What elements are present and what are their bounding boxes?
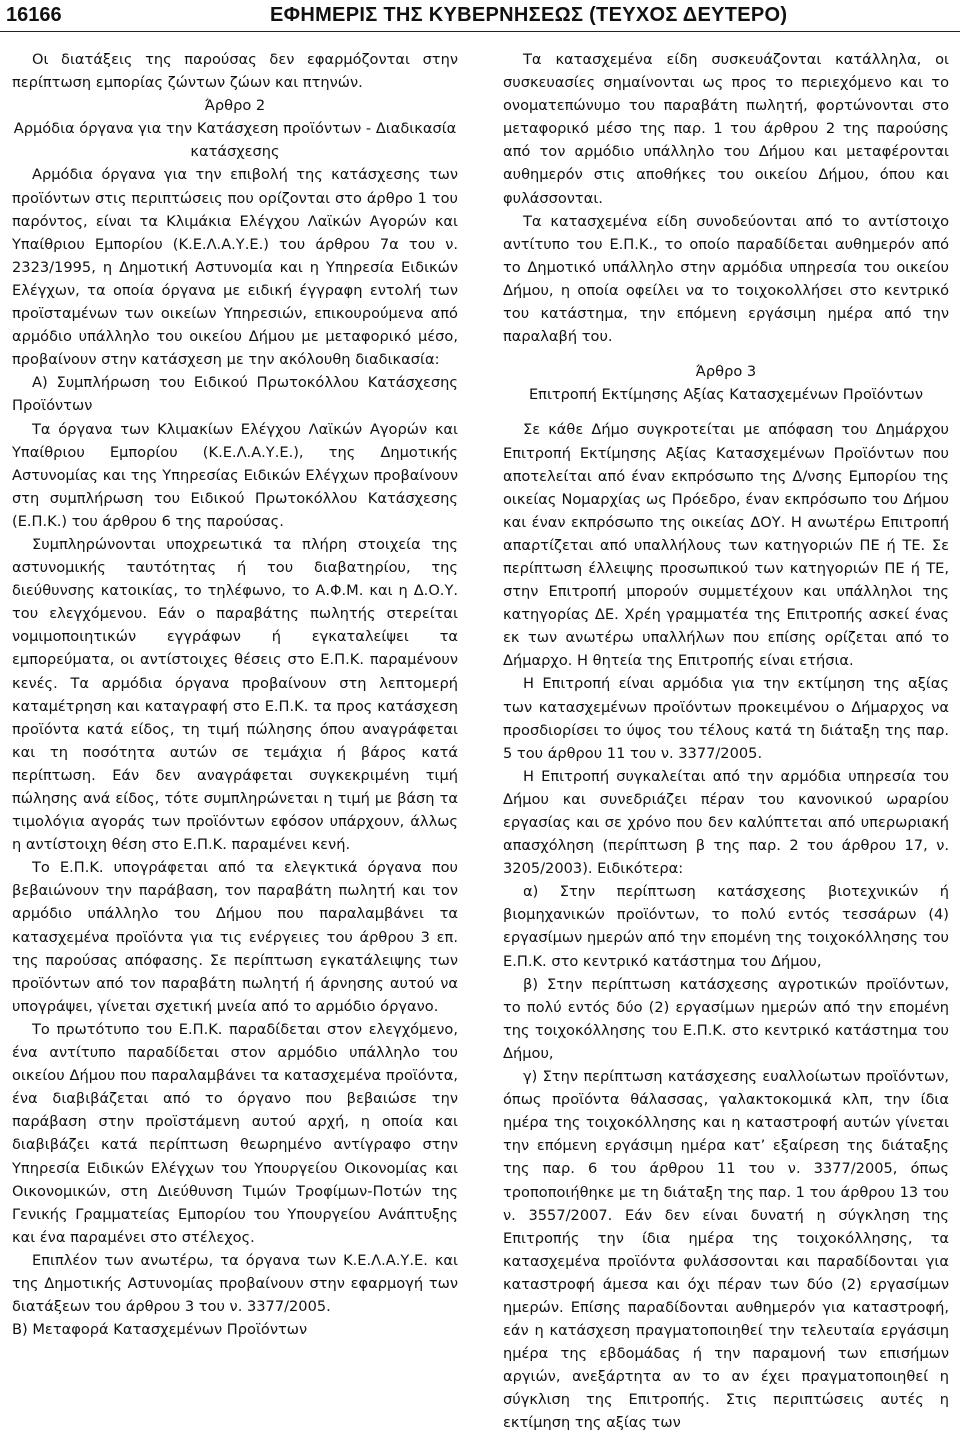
article-2-paragraph-5: Το πρωτότυπο του Ε.Π.Κ. παραδίδεται στον ελεγχόμενο, ένα αντίτυπο παραδίδεται στον αρμόδιο υπάλληλο του οικείου Δήμου που παραλαμβάνει τα κατασχεμένα προϊόντα, ένα διαβιβάζεται από το όργανο που βεβαιώσε την παράβαση στην προϊστάμενη αυτού αρχή, η οποία και διαβιβάζει κατά περίπτωση θεωρημένο αντίγραφο στην Υπηρεσία Ειδικών Ελέγχων του Υπουργείου Οικονομίας και Οικονομικών, στη Διεύθυνση Τιμών Τροφίμων-Ποτών της Γενικής Γραμματείας Εμπορίου του Υπουργείου Ανάπτυξης και ένα παραμένει στο στέλεχος.: [12, 1020, 458, 1246]
section-b-paragraph-1: Τα κατασχεμένα είδη συσκευάζονται κατάλληλα, οι συσκευασίες σημαίνονται ως προς το περιεχόμενο και το ονοματεπώνυμο του παραβάτη πωλητή, φορτώνονται στο μεταφορικό μέσο της παρ. 1 του άρθρου 2 της παρούσης από τον αρμόδιο υπάλληλο του Δήμου και μεταφέρονται αυθημερόν στις αποθήκες του οικείου Δήμου, όπου και φυλάσσονται.: [503, 51, 949, 207]
right-column: [503, 48, 949, 1435]
section-b-heading: Β) Μεταφορά Κατασχεμένων Προϊόντων: [12, 1321, 308, 1339]
article-3-heading: Άρθρο 3: [695, 363, 757, 381]
intro-paragraph: Οι διατάξεις της παρούσας δεν εφαρμόζονται στην περίπτωση εμπορίας ζώντων ζώων και πτηνών.: [12, 51, 458, 92]
left-column: [12, 48, 458, 1341]
article-3-title: Επιτροπή Εκτίμησης Αξίας Κατασχεμένων Προϊόντων: [528, 386, 924, 404]
article-2-paragraph-6: Επιπλέον των ανωτέρω, τα όργανα των Κ.Ε.Λ.Α.Υ.Ε. και της Δημοτικής Αστυνομίας προβαίνουν στην εφαρμογή των διατάξεων του άρθρου 3 του ν. 3377/2005.: [12, 1251, 458, 1316]
article-3-item-a: α) Στην περίπτωση κατάσχεσης βιοτεχνικών ή βιομηχανικών προϊόντων, το πολύ εντός τεσσάρων (4) εργασίμων ημερών από την επομένη της τοιχοκόλλησης του Ε.Π.Κ. στο κεντρικό κατάστημα του Δήμου,: [503, 883, 949, 970]
article-2-paragraph-2: Τα όργανα των Κλιμακίων Ελέγχου Λαϊκών Αγορών και Υπαίθριου Εμπορίου (Κ.Ε.Λ.Α.Υ.Ε.), της Δημοτικής Αστυνομίας και της Υπηρεσίας Ειδικών Ελέγχων προβαίνουν στη συμπλήρωση του Ειδικού Πρωτοκόλλου Κατάσχεσης (Ε.Π.Κ.) του άρθρου 6 της παρούσας.: [12, 420, 458, 530]
article-2-title: Αρμόδια όργανα για την Κατάσχεση προϊόντων - Διαδικασία κατάσχεσης: [13, 120, 457, 161]
article-3-paragraph-3: Η Επιτροπή συγκαλείται από την αρμόδια υπηρεσία του Δήμου και συνεδριάζει πέραν του κανονικού ωραρίου εργασίας και σε χρόνο που δεν καλύπτεται από υπερωριακή απασχόληση (περίπτωση β της παρ. 2 του άρθρου 17, ν. 3205/2003). Ειδικότερα:: [503, 767, 949, 878]
article-2-paragraph-4: Το Ε.Π.Κ. υπογράφεται από τα ελεγκτικά όργανα που βεβαιώνουν την παράβαση, τον παραβάτη πωλητή και τον αρμόδιο υπάλληλο του Δήμου που παραλαμβάνει τα κατασχεμένα προϊόντα για τις ενέργειες του άρθρου 3 επ. της παρούσας απόφασης. Σε περίπτωση εγκατάλειψης των προϊόντων από τον παραβάτη πωλητή ή άρνησης αυτού να υπογράψει, γίνεται σχετική μνεία από το αρμόδιο όργανο.: [12, 859, 458, 1015]
spacer: [503, 348, 949, 360]
page-header: [0, 0, 960, 38]
article-2-paragraph-3: Συμπληρώνονται υποχρεωτικά τα πλήρη στοιχεία της αστυνομικής ταυτότητας ή του διαβατηρίου, της διεύθυνσης κατοικίας, το τηλέφωνο, το Α.Φ.Μ. και η Δ.Ο.Υ. του ελεγχόμενου. Εάν ο παραβάτης πωλητής στερείται νομιμοποιητικών εγγράφων ή εγκαταλείψει τα εμπορεύματα, οι αντίστοιχες θέσεις στο Ε.Π.Κ. παραμένουν κενές. Τα αρμόδια όργανα προβαίνουν στη λεπτομερή καταμέτρηση και καταγραφή στο Ε.Π.Κ. τα προς κατάσχεση προϊόντα κατά είδος, τη τιμή πώλησης όπου αναγράφεται και τη ποσότητα αυτών σε τεμάχια ή βάρος κατά περίπτωση. Εάν δεν αναγράφεται συγκεκριμένη τιμή πώλησης ανά είδος, τότε συμπληρώνεται η τιμή με βάση τα τιμολόγια αγοράς των προϊόντων εφόσον υπάρχουν, άλλως η αντίστοιχη θέση στο Ε.Π.Κ. παραμένει κενή.: [12, 535, 458, 854]
header-rule: [0, 31, 960, 32]
article-3-paragraph-2: Η Επιτροπή είναι αρμόδια για την εκτίμηση της αξίας των κατασχεμένων προϊόντων προκειμένου ο Δήμαρχος να προσδιορίσει το ύψος του τέλους κατά τη διάταξη της παρ. 5 του άρθρου 11 του ν. 3377/2005.: [503, 675, 949, 762]
article-3-item-b: β) Στην περίπτωση κατάσχεσης αγροτικών προϊόντων, το πολύ εντός δύο (2) εργασίμων ημερών από την επομένη της τοιχοκόλλησης του Ε.Π.Κ. στο κεντρικό κατάστημα του Δήμου,: [503, 975, 949, 1062]
section-b-paragraph-2: Τα κατασχεμένα είδη συνοδεύονται από το αντίστοιχο αντίτυπο του Ε.Π.Κ., το οποίο παραδίδεται αυθημερόν από το Δημοτικό υπάλληλο στην αρμόδια υπηρεσία του οικείου Δήμου, η οποία οφείλει να το τοιχοκολλήσει στο κεντρικό του κατάστημα, την επόμενη εργάσιμη ημέρα από την παραλαβή του.: [503, 212, 949, 346]
article-2-heading: Άρθρο 2: [204, 97, 266, 115]
page-number: 16166: [6, 4, 62, 26]
gazette-title: ΕΦΗΜΕΡΙΣ ΤΗΣ ΚΥΒΕΡΝΗΣΕΩΣ (ΤΕΥΧΟΣ ΔΕΥΤΕΡΟ): [270, 4, 788, 26]
spacer: [503, 406, 949, 418]
article-3-item-c: γ) Στην περίπτωση κατάσχεσης ευαλλοίωτων προϊόντων, όπως προϊόντα θάλασσας, γαλακτοκομικά κλπ, την ίδια ημέρα της τοιχοκόλλησης και η καταστροφή αυτών γίνεται την επόμενη εργάσιμη ημέρα κατ’ εξαίρεση της διάταξης της παρ. 6 του άρθρου 11 του ν. 3377/2005, όπως τροποποιήθηκε με τη διάταξη της παρ. 1 του άρθρου 13 του ν. 3557/2007. Εάν δεν είναι δυνατή η σύγκληση της Επιτροπής την ίδια ημέρα της τοιχοκόλλησης, τα κατασχεμένα προϊόντα φυλάσσονται και παραδίδονται για καταστροφή άμεσα και όχι πέραν των δύο (2) εργασίμων ημερών. Επίσης παραδίδονται αυθημερόν για καταστροφή, εάν η κατάσχεση πραγματοποιηθεί την τελευταία εργάσιμη ημέρα της εβδομάδας ή την παραμονή των επισήμων αργιών, ανεξάρτητα αν το αν έχει πραγματοποιηθεί η σύγκλιση της Επιτροπής. Στις περιπτώσεις αυτές η εκτίμηση της αξίας των: [503, 1068, 949, 1432]
article-3-paragraph-1: Σε κάθε Δήμο συγκροτείται με απόφαση του Δημάρχου Επιτροπή Εκτίμησης Αξίας Κατασχεμένων Προϊόντων που αποτελείται από έναν εκπρόσωπο της Δ/νσης Εμπορίου της οικείας Νομαρχίας ως Πρόεδρο, έναν εκπρόσωπο του Δήμου και έναν εκπρόσωπο της οικείας ΔΟΥ. Η ανωτέρω Επιτροπή απαρτίζεται από υπαλλήλους των κατηγοριών ΠΕ ή ΤΕ. Σε περίπτωση έλλειψης προσωπικού των κατηγοριών ΠΕ ή ΤΕ, στην Επιτροπή μπορούν συμμετέχουν και υπάλληλοι της κατηγορίας ΔΕ. Χρέη γραμματέα της Επιτροπής ασκεί ένας εκ των ανωτέρω υπαλλήλων που επίσης ορίζεται από το Δήμαρχο. Η θητεία της Επιτροπής είναι ετήσια.: [503, 421, 949, 670]
article-2-paragraph-1: Αρμόδια όργανα για την επιβολή της κατάσχεσης των προϊόντων στις περιπτώσεις που ορίζονται στο άρθρο 1 του παρόντος, είναι τα Κλιμάκια Ελέγχου Λαϊκών Αγορών και Υπαίθριου Εμπορίου (Κ.Ε.Λ.Α.Υ.Ε.) του άρθρου 7α του ν. 2323/1995, η Δημοτική Αστυνομία και η Υπηρεσία Ειδικών Ελέγχων, τα οποία όργανα με ειδική έγγραφη εντολή των προϊσταμένων των οικείων Υπηρεσιών, επικουρούμενα από αρμόδιο υπάλληλο του οικείου Δήμου με μεταφορικό μέσο, προβαίνουν στην κατάσχεση με την ακόλουθη διαδικασία:: [12, 166, 458, 369]
section-a-heading: Α) Συμπλήρωση του Ειδικού Πρωτοκόλλου Κατάσχεσης Προϊόντων: [12, 374, 458, 415]
